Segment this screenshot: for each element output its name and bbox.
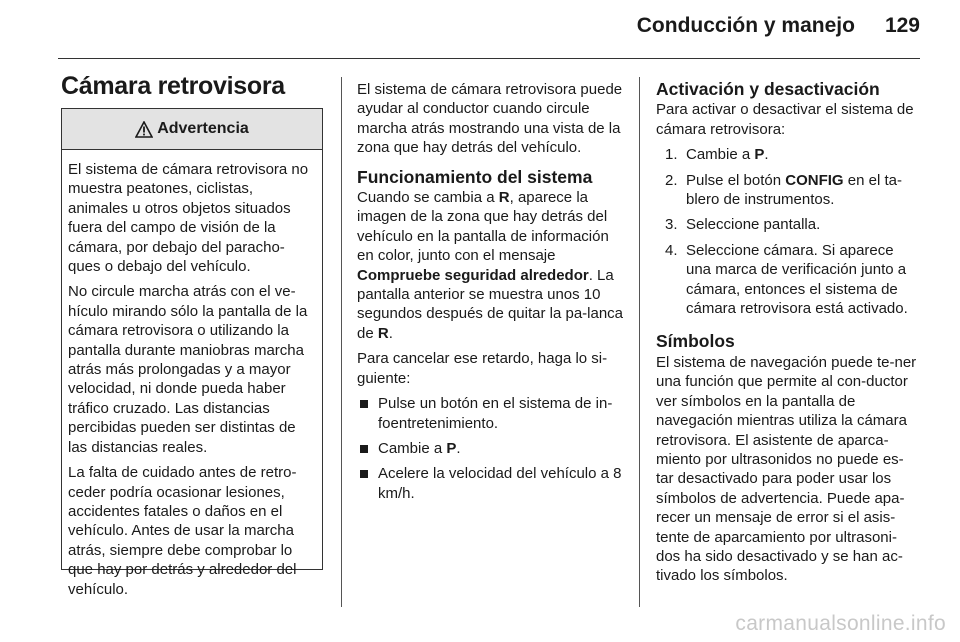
list-item: 1. Cambie a P. [665, 146, 769, 164]
cancel-list [357, 394, 625, 503]
operation-paragraph: Cuando se cambia a R, aparece la imagen de la zona que hay detrás del vehículo en la pantalla de información en color, junto con el mensaje Compruebe seguridad alrededor. La pantalla anterior se muestra unos 10 segundos después de quitar la pa-lanca de R. [357, 189, 624, 342]
header-rule [58, 58, 920, 59]
list-item: Pulse un botón en el sistema de in-foentretenimiento. [357, 394, 625, 433]
cancel-paragraph: Para cancelar ese retardo, haga lo si-guiente: [357, 350, 608, 387]
warning-paragraph: El sistema de cámara retrovisora no muestra peatones, ciclistas, animales u otros objetos situados fuera del campo de visión de la cámara, por debajo del paracho-ques o debajo del vehículo. [68, 161, 309, 276]
header-title: Conducción y manejo [636, 14, 855, 37]
warning-title: Advertencia [157, 120, 249, 137]
warning-paragraph: La falta de cuidado antes de retro-ceder podría ocasionar lesiones, accidentes fatales o daños en el vehículo. Antes de usar la marcha atrás, siempre debe comprobar lo que hay por detrás y alrededor del vehículo. [68, 464, 297, 598]
page-header [637, 14, 920, 38]
column-divider [639, 77, 640, 607]
list-item: 2. Pulse el botón CONFIG en el ta-blero de instrumentos. [665, 171, 902, 209]
heading-funcionamiento: Funcionamiento del sistema [357, 166, 593, 187]
list-item: 4. Seleccione cámara. Si aparece una marca de verificación junto a cámara, entonces el sistema de cámara retrovisora está activado. [665, 241, 908, 318]
warning-box [61, 108, 323, 598]
heading-simbolos: Símbolos [656, 331, 735, 352]
watermark: carmanualsonline.info [735, 612, 946, 635]
activation-steps [656, 145, 921, 318]
intro-paragraph: El sistema de cámara retrovisora puede ayudar al conductor cuando circule marcha atrás mostrando una vista de la zona que hay detrás del vehículo. [357, 81, 623, 157]
list-item: 3. Seleccione pantalla. [665, 216, 821, 234]
section-title: Cámara retrovisora [61, 72, 285, 100]
warning-triangle-icon [135, 121, 153, 138]
column-right [656, 80, 921, 592]
warning-body [62, 150, 322, 599]
column-divider [341, 77, 342, 607]
warning-header [62, 109, 322, 150]
heading-activacion: Activación y desactivación [656, 79, 880, 99]
warning-paragraph: No circule marcha atrás con el ve-hículo mirando sólo la pantalla de la cámara retrovisora o utilizando la pantalla durante maniobras marcha atrás más prolongadas y a mayor velocidad, ni donde pueda haber tráfico cruzado. Las distancias percibidas pueden ser distintas de las distancias reales. [68, 283, 308, 456]
list-item: Cambie a P. [357, 439, 625, 458]
activation-intro: Para activar o desactivar el sistema de cámara retrovisora: [656, 101, 914, 138]
column-middle [357, 80, 625, 509]
symbols-paragraph: El sistema de navegación puede te-ner una función que permite al con-ductor ver símbolos en la pantalla de navegación mientras utiliza la cámara retrovisora. El asistente de aparca-miento por ultrasonidos no puede es-tar desactivado para poder usar los símbolos de advertencia. Puede apa-recer un mensaje de error si el asis-tente de aparcamiento por ultrasoni-dos ha sido desactivado y se han ac-tivado los símbolos. [656, 353, 917, 585]
page-number: 129 [884, 14, 920, 37]
list-item: Acelere la velocidad del vehículo a 8 km/h. [357, 464, 625, 503]
